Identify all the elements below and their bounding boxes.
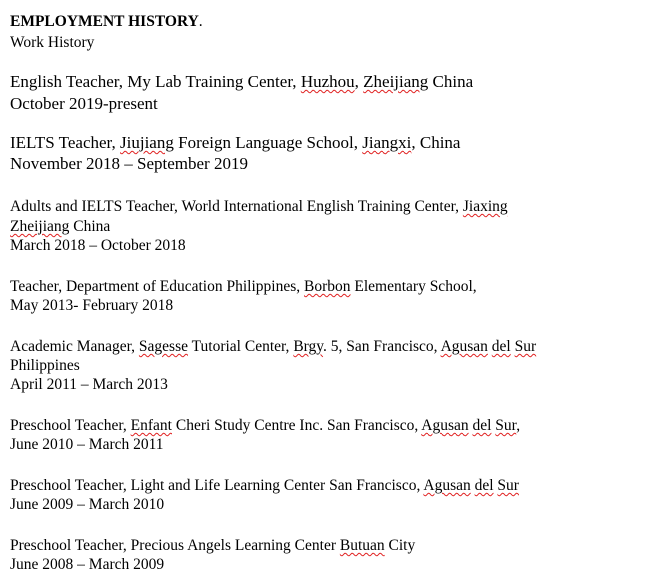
misspelled-word: Agusan bbox=[440, 338, 488, 355]
misspelled-word: Huzhou bbox=[300, 72, 355, 91]
text-segment: City bbox=[384, 537, 416, 554]
job-dates bbox=[10, 556, 164, 574]
text-segment: October 2019-present bbox=[10, 94, 158, 113]
text-segment: Preschool Teacher, bbox=[10, 417, 131, 434]
text-segment: May 2013- February 2018 bbox=[10, 297, 174, 314]
text-segment: Tutorial Center, bbox=[188, 338, 294, 355]
misspelled-word: Sur bbox=[495, 417, 517, 434]
job-title-line bbox=[10, 133, 460, 153]
job-title-line bbox=[10, 198, 508, 216]
misspelled-word: Sur bbox=[497, 477, 519, 494]
job-title-line bbox=[10, 357, 80, 375]
text-segment: June 2008 – March 2009 bbox=[10, 556, 165, 573]
text-segment: Philippines bbox=[10, 357, 80, 374]
text-segment: Preschool Teacher, Precious Angels Learning Center bbox=[10, 537, 340, 554]
text-segment: IELTS Teacher, bbox=[10, 133, 121, 152]
text-segment: Work History bbox=[10, 34, 95, 51]
job-dates bbox=[10, 154, 248, 174]
job-dates bbox=[10, 297, 173, 315]
misspelled-word: Sagesse bbox=[138, 338, 188, 355]
misspelled-word: Borbon bbox=[304, 278, 351, 295]
text-segment: Elementary School, bbox=[350, 278, 477, 295]
text-segment: March 2018 – October 2018 bbox=[10, 237, 186, 254]
text-segment: November 2018 – September 2019 bbox=[10, 154, 248, 173]
text-segment: , bbox=[516, 417, 521, 434]
text-segment: Cheri Study Centre Inc. San Francisco, bbox=[172, 417, 422, 434]
text-segment: . 5, San Francisco, bbox=[323, 338, 441, 355]
section-heading bbox=[10, 13, 203, 31]
misspelled-word: Agusan bbox=[421, 417, 469, 434]
misspelled-word: Enfant bbox=[130, 417, 172, 434]
job-dates bbox=[10, 436, 164, 454]
misspelled-word: Zheijiang bbox=[363, 72, 429, 91]
job-dates bbox=[10, 94, 158, 114]
misspelled-word: del bbox=[472, 417, 492, 434]
text-segment: , China bbox=[411, 133, 461, 152]
job-dates bbox=[10, 237, 186, 255]
misspelled-word: Brgy bbox=[293, 338, 324, 355]
misspelled-word: Jiangxi bbox=[362, 133, 412, 152]
text-segment: June 2010 – March 2011 bbox=[10, 436, 164, 453]
text-segment: Academic Manager, bbox=[10, 338, 139, 355]
text-segment: English Teacher, My Lab Training Center, bbox=[10, 72, 301, 91]
text-segment: April 2011 – March 2013 bbox=[10, 376, 168, 393]
job-title-line bbox=[10, 477, 519, 495]
text-segment: Preschool Teacher, Light and Life Learning Center San Francisco, bbox=[10, 477, 424, 494]
misspelled-word: Sur bbox=[514, 338, 537, 355]
job-dates bbox=[10, 496, 164, 514]
misspelled-word: del bbox=[491, 338, 511, 355]
text-segment: Teacher, Department of Education Philippines, bbox=[10, 278, 304, 295]
job-title-line bbox=[10, 537, 415, 555]
misspelled-word: Agusan bbox=[423, 477, 471, 494]
text-segment: EMPLOYMENT HISTORY bbox=[10, 13, 199, 30]
section-subheading bbox=[10, 34, 94, 52]
job-title-line bbox=[10, 278, 477, 296]
text-segment: Adults and IELTS Teacher, World International English Training Center, bbox=[10, 198, 463, 215]
job-title-line bbox=[10, 417, 520, 435]
job-title-line bbox=[10, 338, 536, 356]
misspelled-word: Butuan bbox=[339, 537, 385, 554]
text-segment: , bbox=[354, 72, 364, 91]
job-title-line bbox=[10, 72, 473, 92]
job-title-line bbox=[10, 218, 110, 236]
job-dates bbox=[10, 376, 168, 394]
text-segment: China bbox=[69, 218, 111, 235]
misspelled-word: Zheijiang bbox=[10, 218, 70, 235]
text-segment: . bbox=[198, 13, 203, 30]
text-segment: China bbox=[428, 72, 474, 91]
misspelled-word: Jiujiang bbox=[120, 133, 174, 152]
text-segment: Foreign Language School, bbox=[173, 133, 363, 152]
misspelled-word: Jiaxing bbox=[462, 198, 508, 215]
misspelled-word: del bbox=[474, 477, 494, 494]
text-segment: June 2009 – March 2010 bbox=[10, 496, 165, 513]
